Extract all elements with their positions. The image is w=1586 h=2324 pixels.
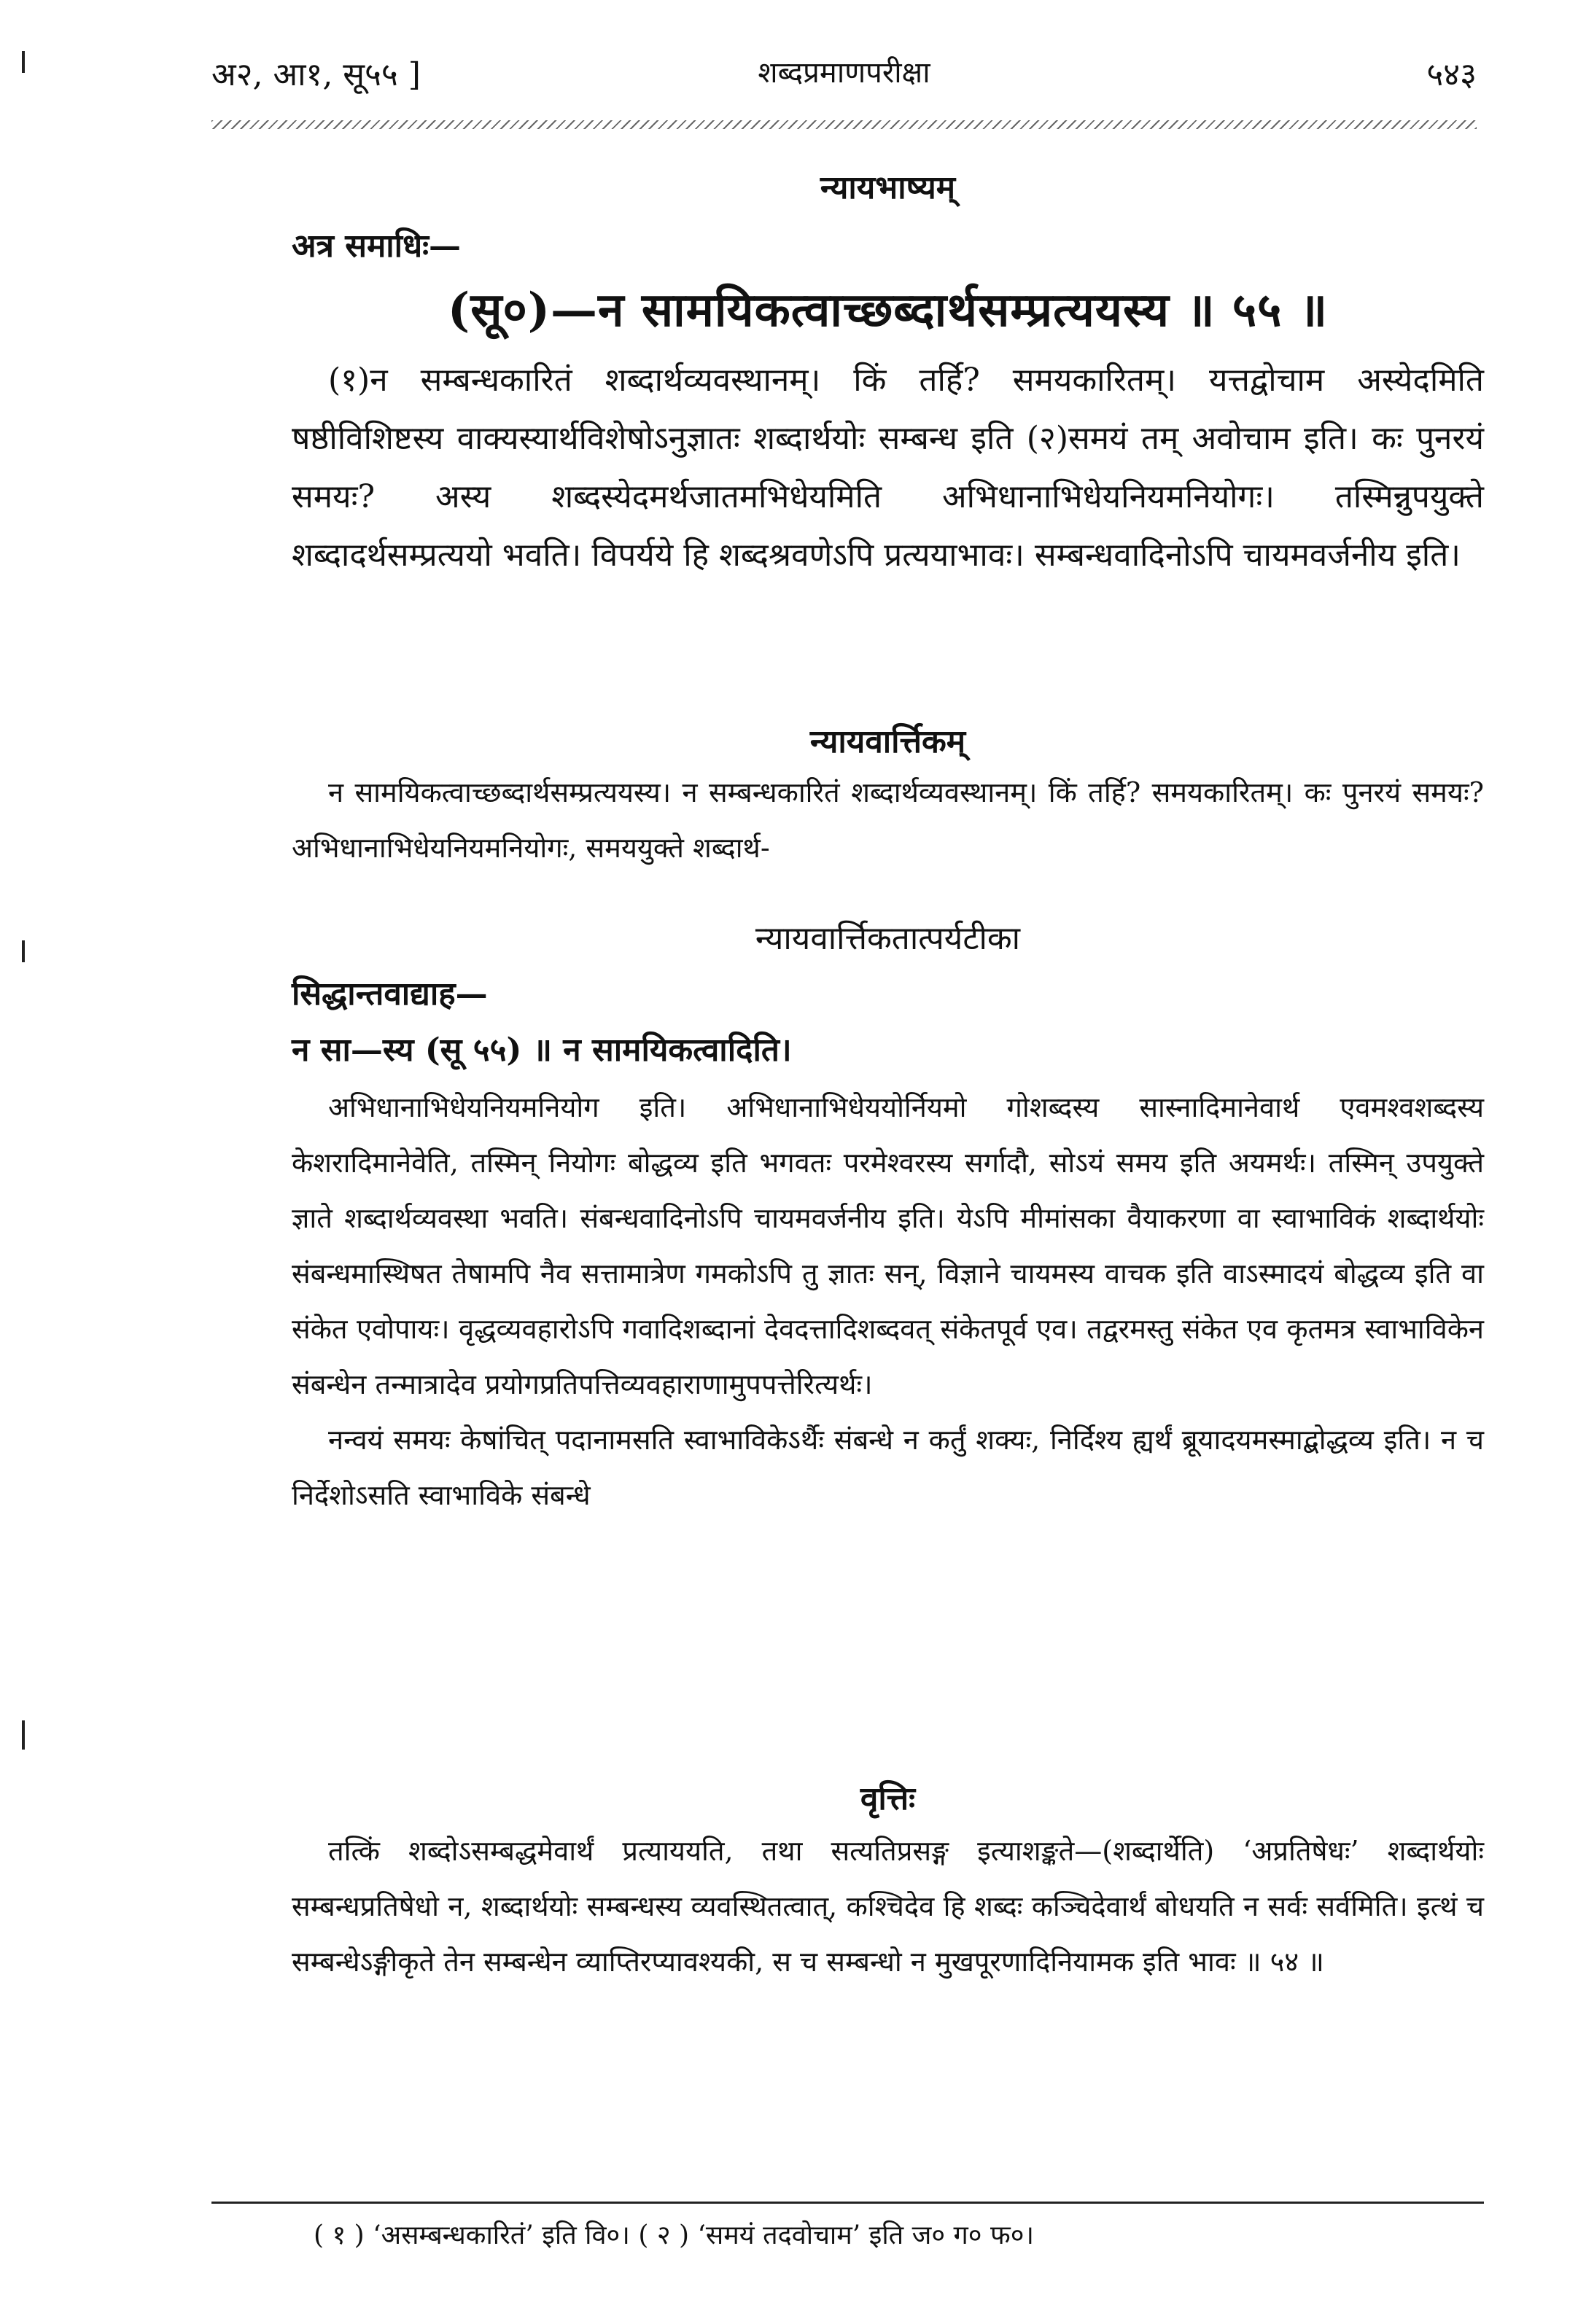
section-heading: न्यायभाष्यम् <box>820 169 956 206</box>
section-intro: अत्र समाधिः— <box>292 227 462 265</box>
page-edge-mark <box>22 940 25 962</box>
page-edge-mark <box>22 51 25 73</box>
page-edge-mark <box>22 1720 25 1750</box>
page-number: ५४३ <box>1426 56 1477 93</box>
vritti-text: तत्किं शब्दोऽसम्बद्धमेवार्थं प्रत्याययति, तथा सत्यतिप्रसङ्ग इत्याशङ्कते—(शब्दार्थेति) ‘अप्रतिषेधः’ शब्दार्थयोः सम्बन्धप्रतिषेधो न, शब्दार्थयोः सम्बन्धस्य व्यवस्थितत्वात्, कश्चिदेव हि शब्दः कञ्चिदेवार्थं बोधयति न सर्वः सर्वमिति। इत्थं च सम्बन्धेऽङ्गीकृते तेन सम्बन्धेन व्याप्तिरप्यावश्यकी, स च सम्बन्धो न मुखपूरणादिनियामक इति भावः ॥ ५४ ॥ <box>292 1835 1484 1978</box>
bhashya-text: (१)न सम्बन्धकारितं शब्दार्थव्यवस्थानम्। किं तर्हि? समयकारितम्। यत्तद्वोचाम अस्येदमिति षष्ठीविशिष्टस्य वाक्यस्यार्थविशेषोऽनुज्ञातः शब्दार्थयोः सम्बन्ध इति (२)समयं तम् अवोचाम इति। कः पुनरयं समयः? अस्य शब्दस्येदमर्थजातमभिधेयमिति अभिधानाभिधेयनियमनियोगः। तस्मिन्नुपयुक्ते शब्दादर्थसम्प्रत्ययो भवति। विपर्यये हि शब्दश्रवणेऽपि प्रत्ययाभावः। सम्बन्धवादिनोऽपि चायमवर्जनीय इति। <box>292 362 1484 574</box>
footnote: ( १ ) ‘असम्बन्धकारितं’ इति वि०। ( २ ) ‘समयं तदवोचाम’ इति ज० ग० फ०। <box>314 2220 1035 2250</box>
sutra-line: (सू०)—न सामयिकत्वाच्छब्दार्थसम्प्रत्ययस्य ॥ ५५ ॥ <box>447 283 1329 338</box>
nyaya-bhashya-section <box>292 164 1484 585</box>
varttika-text: न सामयिकत्वाच्छब्दार्थसम्प्रत्ययस्य। न सम्बन्धकारितं शब्दार्थव्यवस्थानम्। किं तर्हि? समयकारितम्। कः पुनरयं समयः? अभिधानाभिधेयनियमनियोगः, समययुक्ते शब्दार्थ- <box>292 776 1484 864</box>
pratika-line: न सा—स्य (सू ५५) ॥ न सामयिकत्वादिति। <box>292 1032 792 1069</box>
nyaya-varttika-section <box>292 718 1484 876</box>
section-heading: वृत्तिः <box>860 1780 916 1817</box>
tika-paragraph: नन्वयं समयः केषांचित् पदानामसति स्वाभाविकेऽर्थैः संबन्धे न कर्तुं शक्यः, निर्दिश्य ह्यर्थं ब्रूयादयमस्माद्बोद्धव्य इति। न च निर्देशोऽसति स्वाभाविके संबन्धे <box>292 1424 1484 1511</box>
section-intro: सिद्धान्तवाद्याह— <box>292 975 488 1013</box>
footnote-rule <box>211 2202 1484 2204</box>
running-header <box>211 51 1477 102</box>
running-title: शब्दप्रमाणपरीक्षा <box>758 56 930 90</box>
tatparya-tika-section <box>292 915 1484 1523</box>
section-heading: न्यायवार्त्तिकतात्पर्यटीका <box>755 920 1021 957</box>
tika-paragraph: अभिधानाभिधेयनियमनियोग इति। अभिधानाभिधेययोर्नियमो गोशब्दस्य सास्नादिमानेवार्थ एवमश्वशब्दस्य केशरादिमानेवेति, तस्मिन् नियोगः बोद्धव्य इति भगवतः परमेश्वरस्य सर्गादौ, सोऽयं समय इति अयमर्थः। तस्मिन् उपयुक्ते ज्ञाते शब्दार्थव्यवस्था भवति। संबन्धवादिनोऽपि चायमवर्जनीय इति। येऽपि मीमांसका वैयाकरणा वा स्वाभाविकं शब्दार्थयोः संबन्धमास्थिषत तेषामपि नैव सत्तामात्रेण गमकोऽपि तु ज्ञातः सन्, विज्ञाने चायमस्य वाचक इति वाऽस्मादयं बोद्धव्य इति वा संकेत एवोपायः। वृद्धव्यवहारोऽपि गवादिशब्दानां देवदत्तादिशब्दवत् संकेतपूर्व एव। तद्वरमस्तु संकेत एव कृतमत्र स्वाभाविकेन संबन्धेन तन्मात्रादेव प्रयोगप्रतिपत्तिव्यवहाराणामुपपत्तेरित्यर्थः। <box>292 1091 1484 1400</box>
section-reference: अ२, आ१, सू५५ ] <box>211 56 421 93</box>
section-heading: न्यायवार्त्तिकम् <box>809 723 966 760</box>
vritti-section <box>292 1775 1484 1989</box>
header-wavy-rule <box>211 120 1477 129</box>
